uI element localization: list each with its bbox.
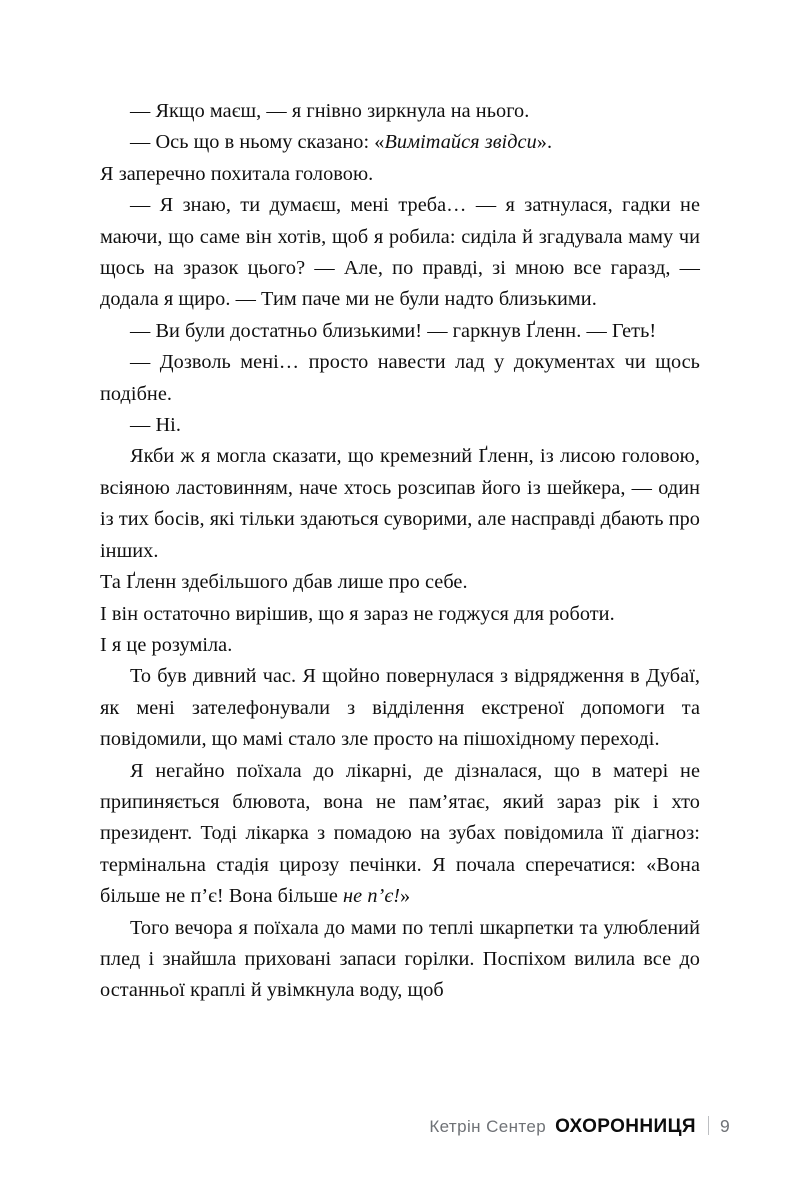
paragraph-text-tail: ».	[536, 131, 553, 154]
paragraph: — Якщо маєш, — я гнівно зиркнула на нього.	[130, 100, 530, 122]
page-number: 9	[719, 1116, 730, 1136]
paragraph: — Ні.	[130, 414, 181, 437]
paragraph-text-lead: Я негайно поїхала до лікарні, де дізналася, що в матері не припиняється блювота, вона не пам’ятає, який зараз рік і хто президент. Тоді лікарка з помадою на зубах повідомила її діагноз: термінальна стадія цирозу печінки. Я почала сперечатися: «Вона більше не п’є! Вона більше	[100, 759, 700, 908]
emphasis-text: не п’є!	[343, 885, 401, 908]
page-footer	[100, 1116, 730, 1136]
page-text-block	[100, 96, 700, 1007]
paragraph: І я це розуміла.	[100, 633, 233, 656]
paragraph: То був дивний час. Я щойно повернулася з відрядження в Дубаї, як мені зателефонували з відділення екстреної допомоги та повідомили, що мамі стало зле просто на пішохідному переході.	[100, 665, 700, 751]
paragraph	[100, 127, 700, 158]
footer-book-title: ОХОРОННИЦЯ	[555, 1116, 696, 1137]
paragraph: — Ви були достатньо близькими! — гаркнув Ґленн. — Геть!	[130, 319, 657, 342]
paragraph: Та Ґленн здебільшого дбав лише про себе.	[100, 571, 468, 594]
paragraph	[100, 756, 700, 913]
paragraph-text-lead: — Ось що в ньому сказано: «	[130, 131, 385, 154]
paragraph: Того вечора я поїхала до мами по теплі шкарпетки та улюблений плед і знайшла приховані запаси горілки. Поспіхом вилила все до останньої краплі й увімкнула воду, щоб	[100, 916, 700, 1002]
footer-separator	[708, 1116, 709, 1135]
paragraph: — Дозволь мені… просто навести лад у документах чи щось подібне.	[100, 351, 700, 405]
paragraph-text-tail: »	[400, 885, 411, 908]
paragraph: — Я знаю, ти думаєш, мені треба… — я затнулася, гадки не маючи, що саме він хотів, щоб я робила: сиділа й згадувала маму чи щось на зразок цього? — Але, по правді, зі мною все гаразд, — додала я щиро. — Тим паче ми не були надто близькими.	[100, 194, 700, 311]
paragraph: Якби ж я могла сказати, що кремезний Ґленн, із лисою головою, всіяною ластовинням, наче хтось розсипав його із шейкера, — один із тих босів, які тільки здаються суворими, але насправді дбають про інших.	[100, 445, 700, 562]
paragraph: Я заперечно похитала головою.	[100, 162, 374, 185]
footer-author-name: Кетрін Сентер	[429, 1117, 547, 1136]
paragraph: І він остаточно вирішив, що я зараз не годжуся для роботи.	[100, 602, 615, 625]
emphasis-text: Вимітайся звідси	[384, 131, 537, 154]
